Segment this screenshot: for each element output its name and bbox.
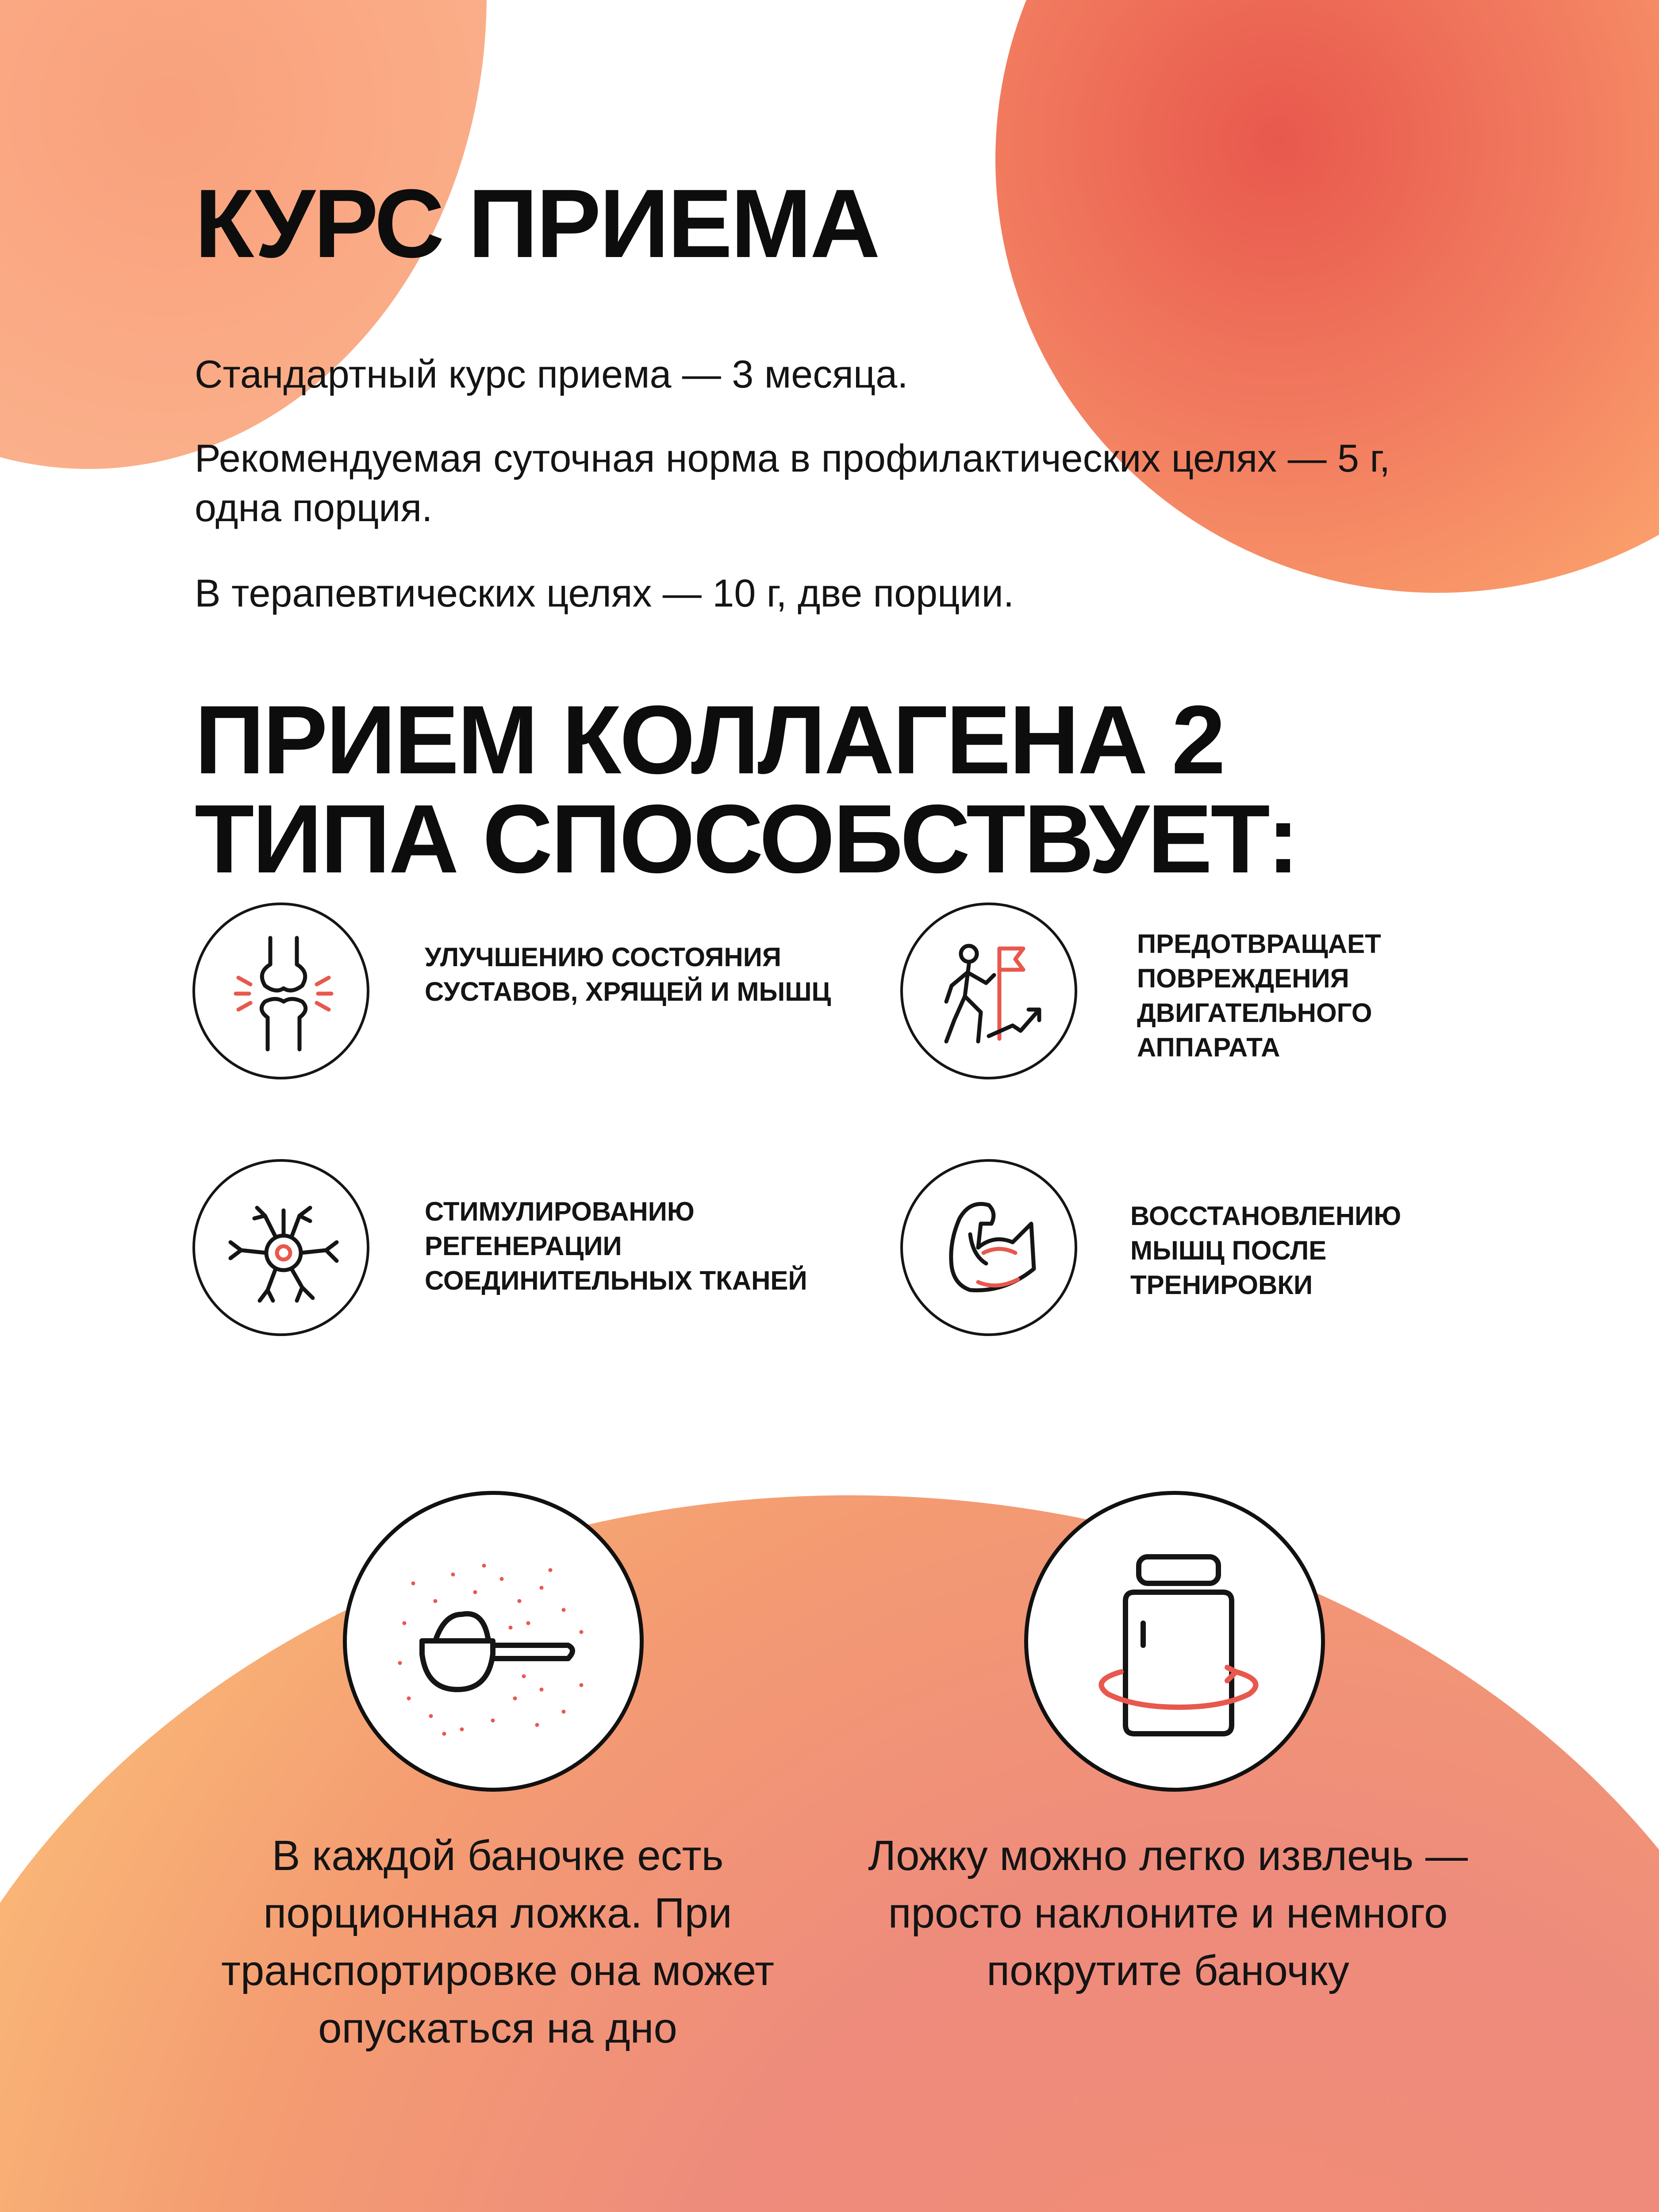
benefit-joints-text: УЛУЧШЕНИЮ СОСТОЯНИЯ СУСТАВОВ, ХРЯЩЕЙ И МЫШЦ <box>425 942 831 1006</box>
flexed-arm-icon <box>900 1159 1077 1336</box>
scoop-icon <box>343 1491 644 1792</box>
joint-icon <box>192 902 369 1079</box>
benefits-title: ПРИЕМ КОЛЛАГЕНА 2 ТИПА СПОСОБСТВУЕТ: <box>195 685 1298 894</box>
course-therapeutic-text: В терапевтических целях — 10 г, две порции. <box>195 571 1014 615</box>
benefit-regeneration-text: СТИМУЛИРОВАНИЮ РЕГЕНЕРАЦИИ СОЕДИНИТЕЛЬНЫХ ТКАНЕЙ <box>425 1197 807 1295</box>
course-preventive-text: Рекомендуемая суточная норма в профилактических целях — 5 г, одна порция. <box>195 436 1390 530</box>
benefit-injury-text: ПРЕДОТВРАЩАЕТ ПОВРЕЖДЕНИЯ ДВИГАТЕЛЬНОГО АППАРАТА <box>1137 929 1381 1062</box>
tip-jar-text: Ложку можно легко извлечь — просто наклоните и немного покрутите баночку <box>868 1832 1468 1994</box>
benefit-muscle-text: ВОССТАНОВЛЕНИЮ МЫШЦ ПОСЛЕ ТРЕНИРОВКИ <box>1130 1201 1402 1300</box>
jar-rotate-icon <box>1024 1491 1325 1792</box>
course-title: КУРС ПРИЕМА <box>195 169 879 278</box>
course-standard-text: Стандартный курс приема — 3 месяца. <box>195 352 908 396</box>
climber-flag-icon <box>900 902 1077 1079</box>
neuron-icon <box>192 1159 369 1336</box>
tip-scoop-text: В каждой баночке есть порционная ложка. При транспортировке она может опускаться на дно <box>221 1832 775 2052</box>
